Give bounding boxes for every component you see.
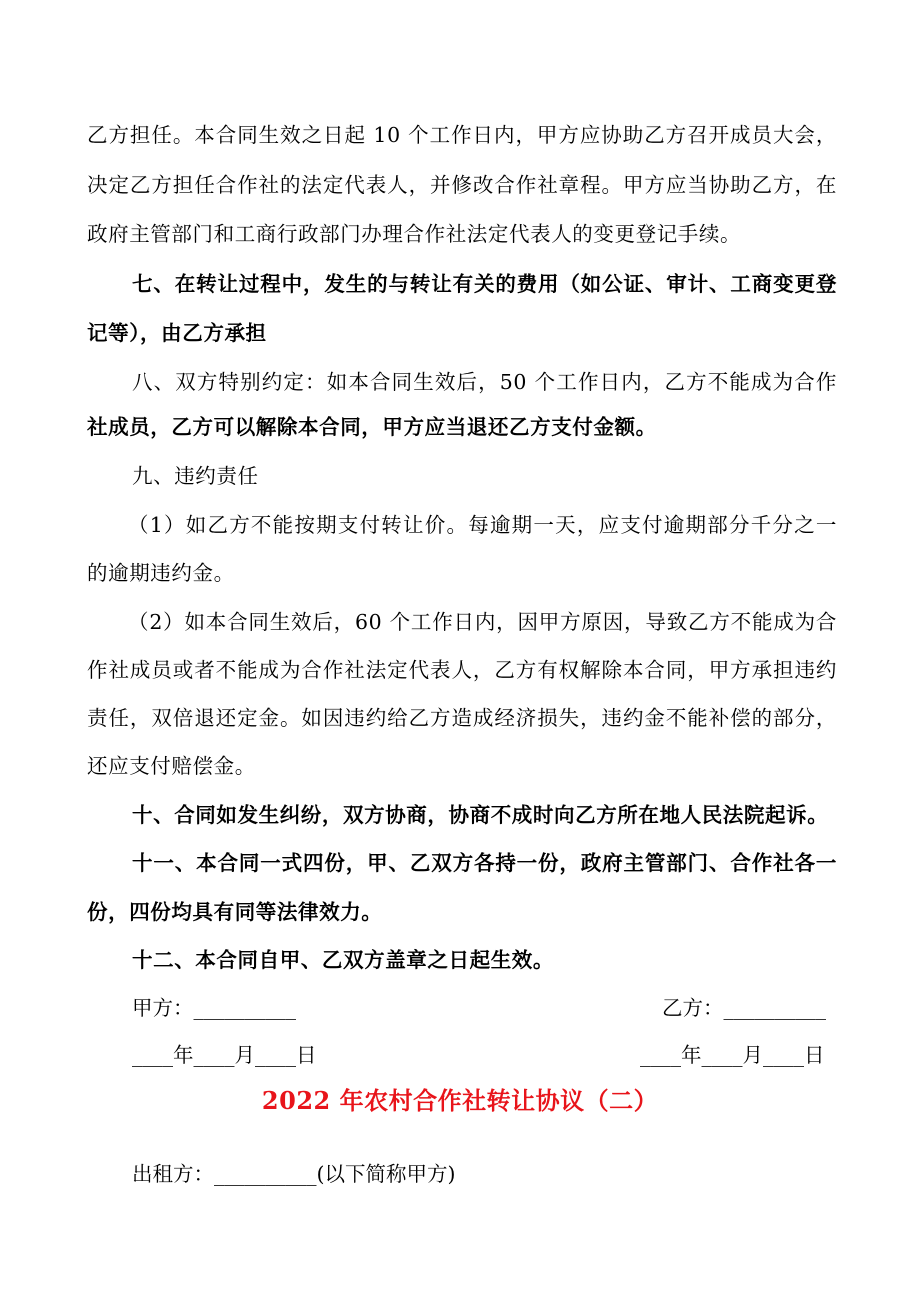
clause-7-line: 七、在转让过程中，发生的与转让有关的费用（如公证、审计、工商变更登	[132, 272, 837, 296]
clause-8-line: 八、双方特别约定：如本合同生效后，50 个工作日内，乙方不能成为合作	[132, 370, 837, 394]
paragraph-line: 政府主管部门和工商行政部门办理合作社法定代表人的变更登记手续。	[87, 222, 742, 246]
clause-9-1-line: 的逾期违约金。	[87, 561, 235, 585]
paragraph-line: 决定乙方担任合作社的法定代表人，并修改合作社章程。甲方应当协助乙方，在	[87, 173, 837, 197]
party-b-signature: 乙方：__________	[662, 996, 826, 1020]
clause-12-line: 十二、本合同自甲、乙双方盖章之日起生效。	[132, 948, 554, 972]
clause-11-line: 份，四份均具有同等法律效力。	[87, 900, 383, 924]
party-b-date: ____年____月____日	[640, 1043, 825, 1067]
paragraph-line: 乙方担任。本合同生效之日起 10 个工作日内，甲方应协助乙方召开成员大会，	[87, 123, 837, 147]
clause-9-heading: 九、违约责任	[132, 464, 259, 488]
clause-9-2-line: 还应支付赔偿金。	[87, 754, 256, 778]
clause-11-line: 十一、本合同一式四份，甲、乙双方各持一份，政府主管部门、合作社各一	[132, 851, 837, 875]
clause-9-2-line: （2）如本合同生效后，60 个工作日内，因甲方原因，导致乙方不能成为合	[128, 610, 837, 634]
clause-9-2-line: 作社成员或者不能成为合作社法定代表人，乙方有权解除本合同，甲方承担违约	[87, 658, 837, 682]
section-title: 2022 年农村合作社转让协议（二）	[261, 1086, 659, 1115]
clause-9-2-line: 责任，双倍退还定金。如因违约给乙方造成经济损失，违约金不能补偿的部分，	[87, 706, 837, 730]
party-a-date: ____年____月____日	[132, 1043, 317, 1067]
lessor-line: 出租方：__________(以下简称甲方)	[132, 1162, 456, 1186]
clause-8-line: 社成员，乙方可以解除本合同，甲方应当退还乙方支付金额。	[87, 415, 657, 439]
clause-10-line: 十、合同如发生纠纷，双方协商，协商不成时向乙方所在地人民法院起诉。	[132, 803, 829, 827]
party-a-signature: 甲方：__________	[132, 996, 296, 1020]
clause-9-1-line: （1）如乙方不能按期支付转让价。每逾期一天，应支付逾期部分千分之一	[128, 513, 837, 537]
clause-7-line: 记等），由乙方承担	[87, 321, 267, 345]
